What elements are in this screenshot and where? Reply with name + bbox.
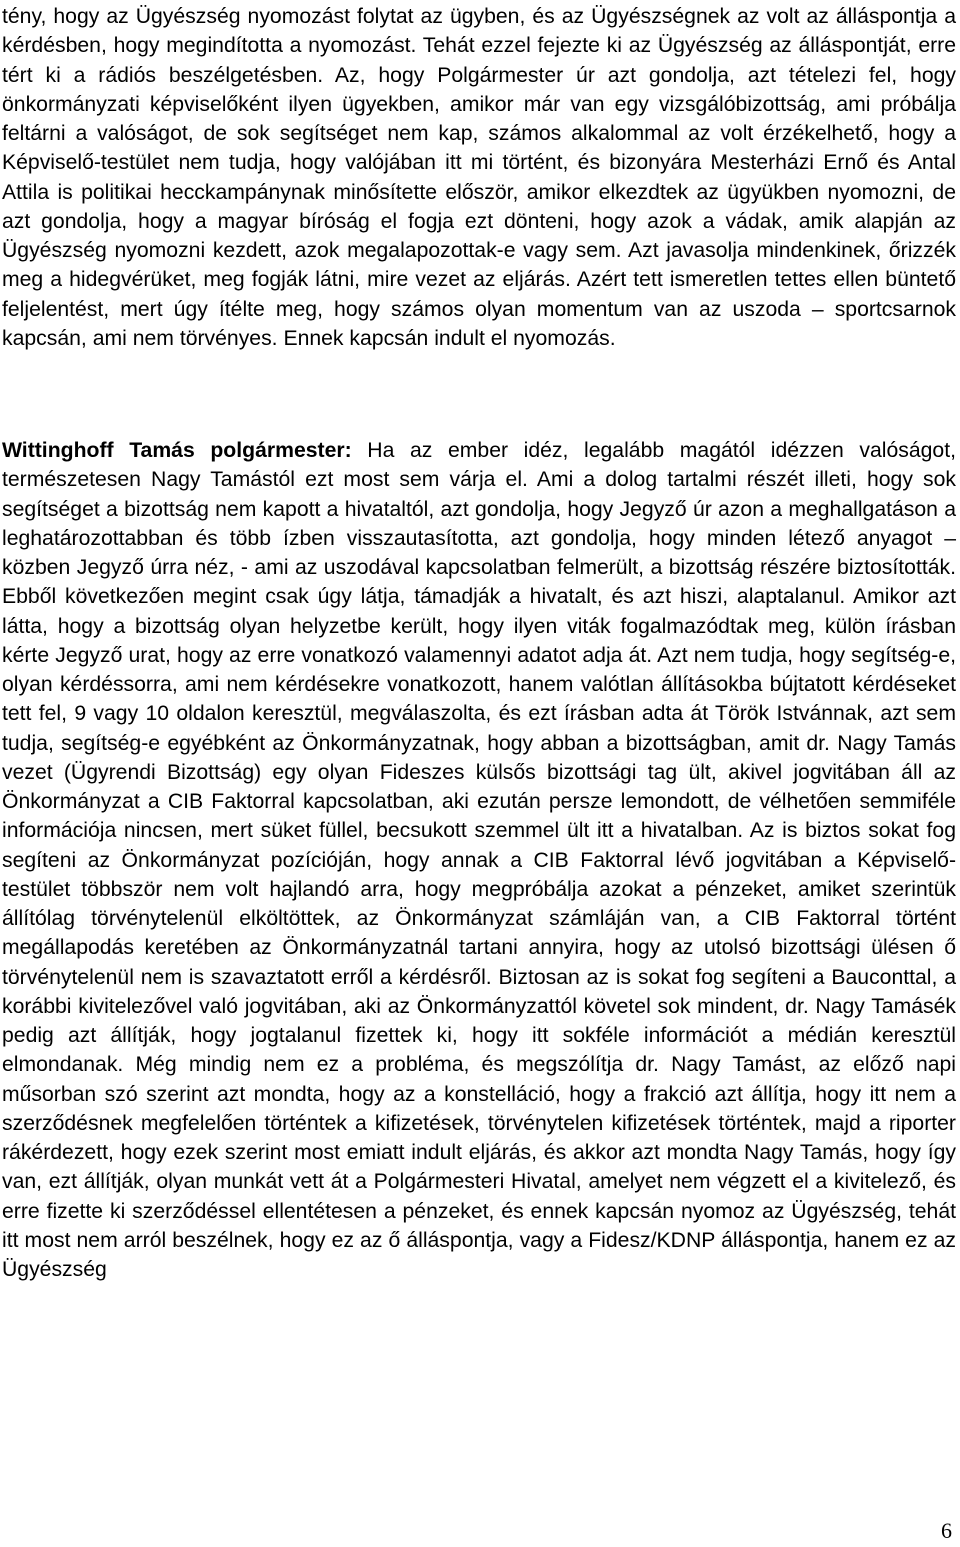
body-paragraph: tény, hogy az Ügyészség nyomozást folytat az ügyben, és az Ügyészségnek az volt az álláspontja a kérdésben, hogy megindította a nyomozást. Tehát ezzel fejezte ki az Ügyészség az álláspontját, erre tért ki a rádiós beszélgetésben. Az, hogy Polgármester úr azt gondolja, azt tételezi fel, hogy önkormányzati képviselőként ilyen ügyekben, amikor már van egy vizsgálóbizottság, ami próbálja feltárni a valóságot, de sok segítséget nem kap, számos alkalommal az volt érzékelhető, hogy a Képviselő-testület nem tudja, hogy valójában itt mi történt, és bizonyára Mesterházi Ernő és Antal Attila is politikai hecckampánynak minősítette először, amikor elkezdtek az ügyükben nyomozni, de azt gondolja, hogy a magyar bíróság el fogja ezt dönteni, hogy azok a vádak, amik alapján az Ügyészség nyomozni kezdett, azok megalapozottak-e vagy sem. Azt javasolja mindenkinek, őrizzék meg a hidegvérüket, meg fogják látni, mire vezet az eljárás. Azért tett ismeretlen tettes ellen büntető feljelentést, mert úgy ítélte meg, hogy számos olyan momentum van az uszoda – sportcsarnok kapcsán, ami nem törvényes. Ennek kapcsán indult el nyomozás. (2, 5, 956, 350)
speaker-name: Wittinghoff Tamás polgármester: (2, 439, 352, 462)
speaker-paragraph (2, 436, 956, 1284)
page-number: 6 (941, 1518, 952, 1543)
speaker-statement: Ha az ember idéz, legalább magától idézzen valóságot, természetesen Nagy Tamástól ezt most sem várja el. Ami a dolog tartalmi részét illeti, hogy sok segítséget a bizottság nem kapott a hivataltól, azt gondolja, hogy Jegyző úr azon a meghallgatáson a leghatározottabban és több ízben visszautasította, azt gondolja, hogy minden létező anyagot – közben Jegyző úrra néz, - ami az uszodával kapcsolatban felmerült, a bizottság részére biztosították. Ebből következően megint csak úgy látja, támadják a hivatalt, és azt hiszi, alaptalanul. Amikor azt látta, hogy a bizottság olyan helyzetbe került, hogy ilyen viták fogalmazódtak meg, külön írásban kérte Jegyző urat, hogy az erre vonatkozó valamennyi adatot adja át. Azt nem tudja, hogy segítség-e, olyan kérdéssorra, ami nem kérdésekre vonatkozott, hanem valótlan állításokba bújtatott kérdéseket tett fel, 9 vagy 10 oldalon keresztül, megválaszolta, és ezt írásban adta át Török Istvánnak, azt sem tudja, segítség-e egyébként az Önkormányzatnak, hogy abban a bizottságban, amit dr. Nagy Tamás vezet (Ügyrendi Bizottság) egy olyan Fideszes külsős bizottsági tag ült, akivel jogvitában áll az Önkormányzat a CIB Faktorral kapcsolatban, aki ezután persze lemondott, de vélhetően semmiféle információja nincsen, mert süket füllel, becsukott szemmel ült itt a hivatalban. Az is biztos sokat fog segíteni az Önkormányzat pozícióján, hogy annak a CIB Faktorral lévő jogvitában a Képviselő-testület többször nem volt hajlandó arra, hogy megpróbálja azokat a pénzeket, amiket szerintük állítólag törvénytelenül elköltöttek, az Önkormányzat számláján van, a CIB Faktorral történt megállapodás keretében az Önkormányzatnál tartani annyira, hogy az utolsó bizottsági ülésen ő törvénytelenül nem is szavaztatott erről a kérdésről. Biztosan az is sokat fog segíteni a Bauconttal, a korábbi kivitelezővel való jogvitában, aki az Önkormányzattól követel sok mindent, dr. Nagy Tamásék pedig azt állítják, hogy jogtalanul fizettek ki, hogy itt sokféle információt a médián keresztül elmondanak. Még mindig nem ez a probléma, és megszólítja dr. Nagy Tamást, az előző napi műsorban szó szerint azt mondta, hogy az a konstelláció, hogy a frakció azt állítja, hogy itt nem a szerződésnek megfelelően történtek a kifizetések, törvénytelen kifizetések történtek, majd a riporter rákérdezett, hogy ezek szerint most emiatt indult eljárás, és akkor azt mondta Nagy Tamás, hogy így van, ezt állítják, olyan munkát vett át a Polgármesteri Hivatal, amelyet nem végzett el a kivitelező, és erre fizette ki szerződéssel ellentétesen a pénzeket, és ennek kapcsán nyomoz az Ügyészség, tehát itt most nem arról beszélnek, hogy ez az ő álláspontja, vagy a Fidesz/KDNP álláspontja, hanem ez az Ügyészség (2, 439, 956, 1281)
